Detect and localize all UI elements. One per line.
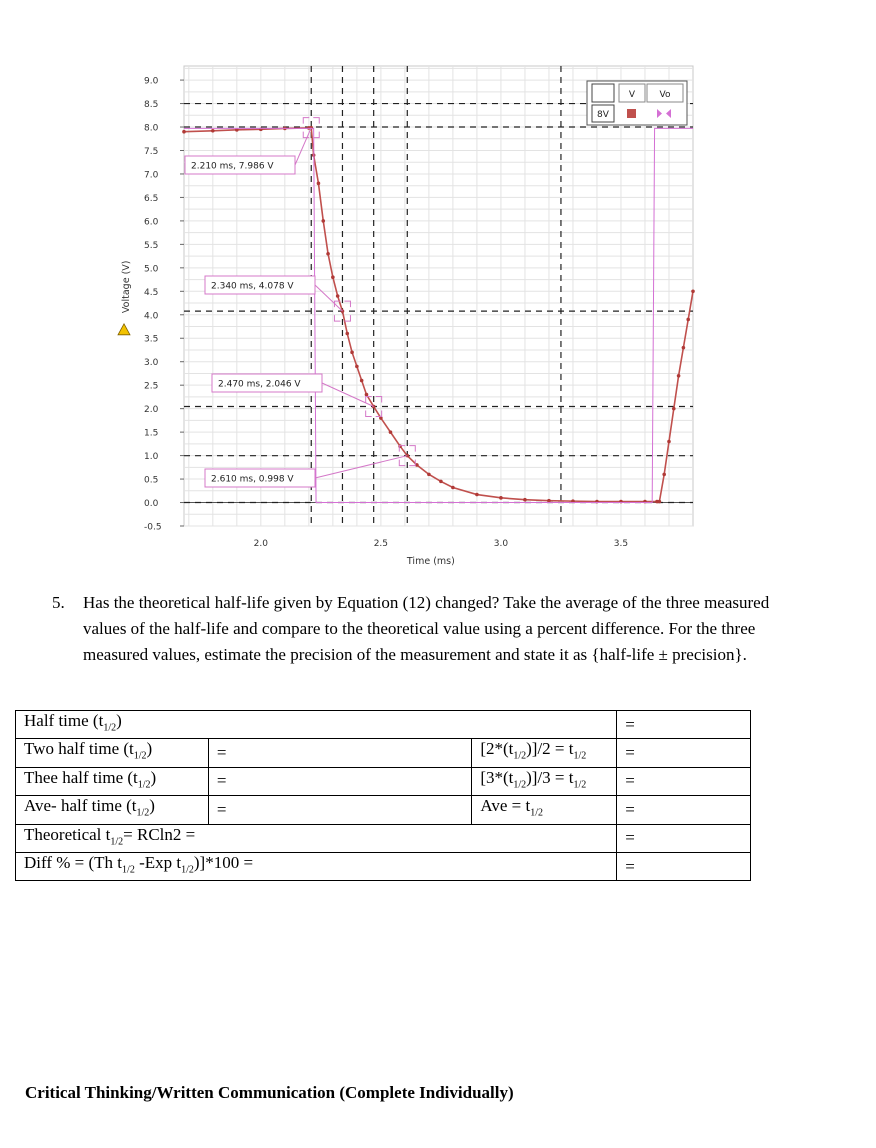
table-row — [16, 767, 751, 795]
annotation-label: 2.610 ms, 0.998 V — [211, 474, 294, 485]
chart-svg — [112, 56, 712, 576]
table-row — [16, 796, 751, 824]
data-point-v — [475, 493, 479, 497]
question-number: 5. — [52, 593, 65, 612]
row-three-half-time-value[interactable]: = — [617, 767, 751, 795]
y-tick-label: 1.5 — [144, 428, 159, 439]
legend-swatch-v — [627, 109, 636, 118]
table-row — [16, 852, 751, 880]
row-two-half-time-formula: $[2*(t_{1/2})]/2 = t_{1/2}$ — [472, 739, 617, 767]
row-diff-label: Diff % = (Th $t_{1/2}$ -Exp $t_{1/2})]*100$ = — [16, 852, 617, 880]
data-point-v — [691, 290, 695, 294]
data-point-v — [326, 252, 330, 256]
data-point-v — [372, 405, 376, 409]
row-theoretical-label: Theoretical $t_{1/2}= RCln2$ = — [16, 824, 617, 852]
row-ave-half-time-eq[interactable]: = — [208, 796, 471, 824]
y-tick-label: 0.5 — [144, 475, 159, 486]
data-point-v — [345, 332, 349, 336]
y-tick-label: 9.0 — [144, 76, 159, 87]
y-tick-label: 6.5 — [144, 193, 159, 204]
row-three-half-time-eq[interactable]: = — [208, 767, 471, 795]
row-ave-half-time-value[interactable]: = — [617, 796, 751, 824]
data-point-v — [331, 275, 335, 279]
x-axis-title: Time (ms) — [406, 556, 455, 567]
data-point-v — [182, 130, 186, 134]
data-point-v — [389, 430, 393, 434]
data-point-v — [350, 351, 354, 355]
data-point-v — [211, 129, 215, 133]
y-tick-label: -0.5 — [144, 522, 162, 533]
data-point-v — [321, 219, 325, 223]
y-axis-title: Voltage (V) — [121, 260, 132, 314]
y-tick-label: 5.0 — [144, 264, 159, 275]
row-ave-half-time-formula: Ave = $t_{1/2}$ — [472, 796, 617, 824]
data-point-v — [427, 473, 431, 477]
data-point-v — [360, 379, 364, 383]
table-row — [16, 824, 751, 852]
row-diff-value[interactable]: = — [617, 852, 751, 880]
data-point-v — [658, 500, 662, 504]
row-two-half-time-eq[interactable]: = — [208, 739, 471, 767]
legend-label-v: V — [628, 90, 636, 100]
data-point-v — [682, 346, 686, 350]
data-point-v — [662, 473, 666, 477]
row-two-half-time-label: Two half time $(t_{1/2})$ — [16, 739, 209, 767]
legend-label-vo: Vo — [659, 90, 671, 100]
critical-thinking-heading: Critical Thinking/Written Communication (Complete Individually) — [25, 1083, 514, 1102]
y-tick-label: 4.5 — [144, 287, 159, 298]
data-point-v — [451, 486, 455, 490]
data-point-v — [677, 374, 681, 378]
y-tick-label: 0.0 — [144, 499, 159, 510]
question-text: Has the theoretical half-life given by Equation (12) changed? Take the average of the three measured values of the half-life and compare to the theoretical value using a percent difference. For the three measured values, estimate the precision of the measurement and state it as {half-life ± precision}. — [83, 593, 770, 664]
table-row — [16, 739, 751, 767]
y-tick-label: 7.0 — [144, 170, 159, 181]
data-point-v — [499, 496, 503, 500]
question-5 — [52, 590, 812, 668]
row-theoretical-value[interactable]: = — [617, 824, 751, 852]
data-point-v — [686, 318, 690, 322]
y-tick-label: 7.5 — [144, 146, 159, 157]
half-life-table — [15, 710, 751, 881]
legend-swatch-empty — [592, 84, 614, 102]
data-point-v — [355, 365, 359, 369]
annotation-label: 2.340 ms, 4.078 V — [211, 281, 294, 292]
x-tick-label: 3.5 — [613, 539, 629, 549]
y-tick-label: 8.5 — [144, 100, 159, 111]
data-point-v — [317, 182, 321, 186]
y-tick-label: 2.0 — [144, 405, 159, 416]
data-point-v — [365, 393, 369, 397]
y-tick-label: 6.0 — [144, 217, 159, 228]
y-tick-label: 8.0 — [144, 123, 159, 134]
x-tick-label: 3.0 — [493, 539, 509, 549]
y-tick-label: 1.0 — [144, 452, 159, 463]
row-three-half-time-label: Thee half time $(t_{1/2})$ — [16, 767, 209, 795]
warning-icon — [118, 324, 130, 335]
row-two-half-time-value[interactable]: = — [617, 739, 751, 767]
x-tick-label: 2.5 — [373, 539, 389, 549]
data-point-v — [309, 126, 313, 130]
annotation-label: 2.470 ms, 2.046 V — [218, 379, 301, 390]
voltage-time-chart — [112, 56, 712, 576]
data-point-v — [336, 294, 340, 298]
data-point-v — [439, 480, 443, 484]
y-tick-label: 2.5 — [144, 381, 159, 392]
data-point-v — [667, 440, 671, 444]
table-row — [16, 711, 751, 739]
row-three-half-time-formula: $[3*(t_{1/2})]/3 = t_{1/2}$ — [472, 767, 617, 795]
row-ave-half-time-label: Ave- half time $(t_{1/2})$ — [16, 796, 209, 824]
y-tick-label: 5.5 — [144, 240, 159, 251]
row-half-time-label: Half time $(t_{1/2})$ — [16, 711, 617, 739]
y-tick-label: 3.5 — [144, 334, 159, 345]
legend-source-label: 8V — [597, 110, 609, 120]
y-tick-label: 3.0 — [144, 358, 159, 369]
annotation-label: 2.210 ms, 7.986 V — [191, 161, 274, 172]
x-tick-label: 2.0 — [253, 539, 268, 549]
y-tick-label: 4.0 — [144, 311, 159, 322]
data-point-v — [672, 407, 676, 411]
data-point-v — [547, 499, 551, 503]
data-point-v — [523, 498, 527, 502]
row-half-time-value[interactable]: = — [617, 711, 751, 739]
